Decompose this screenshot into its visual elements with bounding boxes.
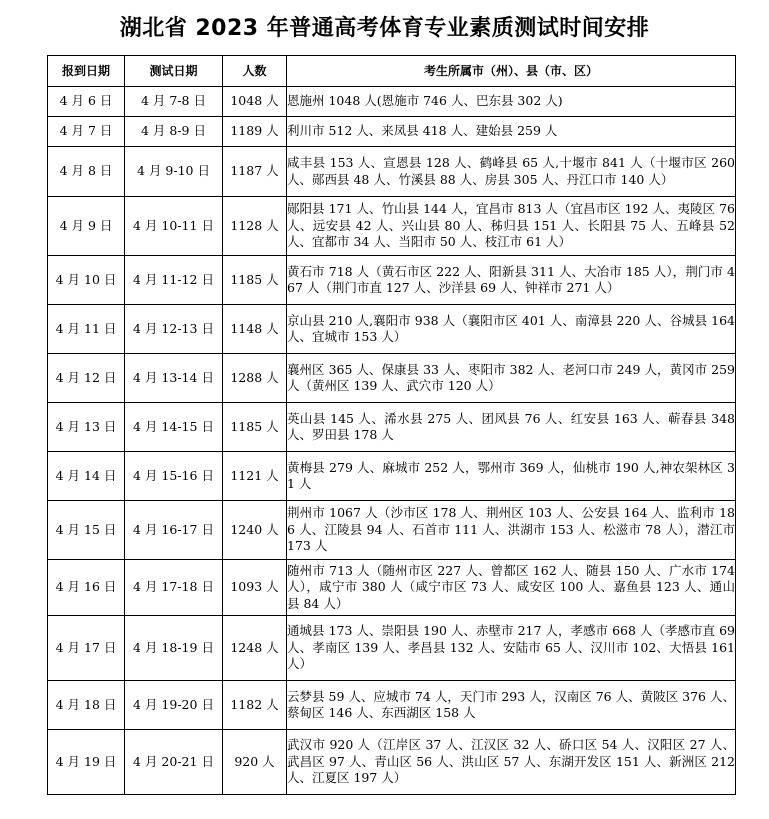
test-date-cell: 4 月 14-15 日 — [125, 403, 223, 452]
table-row — [48, 305, 736, 354]
test-date-cell: 4 月 12-13 日 — [125, 305, 223, 354]
header-report-date: 报到日期 — [48, 56, 125, 87]
count-cell: 1288 人 — [223, 354, 287, 403]
table-row — [48, 403, 736, 452]
header-test-date: 测试日期 — [125, 56, 223, 87]
region-cell: 随州市 713 人（随州市区 227 人、曾都区 162 人、随县 150 人、广水市 174 人），咸宁市 380 人（咸宁市区 73 人、咸安区 100 人、嘉鱼县 123 人、通山县 84 人） — [287, 560, 736, 616]
count-cell: 1185 人 — [223, 403, 287, 452]
report-date-cell: 4 月 9 日 — [48, 197, 125, 256]
report-date-cell: 4 月 11 日 — [48, 305, 125, 354]
report-date-cell: 4 月 17 日 — [48, 616, 125, 681]
test-date-cell: 4 月 19-20 日 — [125, 681, 223, 730]
report-date-cell: 4 月 10 日 — [48, 256, 125, 305]
region-cell: 武汉市 920 人（江岸区 37 人、江汉区 32 人、硚口区 54 人、汉阳区 27 人、武昌区 97 人、青山区 56 人、洪山区 57 人、东湖开发区 151 人、新洲区 212 人、江夏区 197 人） — [287, 730, 736, 795]
count-cell: 920 人 — [223, 730, 287, 795]
table-row — [48, 147, 736, 197]
report-date-cell: 4 月 18 日 — [48, 681, 125, 730]
table-row — [48, 452, 736, 501]
report-date-cell: 4 月 13 日 — [48, 403, 125, 452]
report-date-cell: 4 月 15 日 — [48, 501, 125, 560]
region-cell: 通城县 173 人、崇阳县 190 人、赤壁市 217 人，孝感市 668 人（孝感市直 69 人、孝南区 139 人、孝昌县 132 人、安陆市 65 人、汉川市 102、大悟县 161 人） — [287, 616, 736, 681]
table-row — [48, 616, 736, 681]
report-date-cell: 4 月 12 日 — [48, 354, 125, 403]
region-cell: 荆州市 1067 人（沙市区 178 人、荆州区 103 人、公安县 164 人、监利市 186 人、江陵县 94 人、石首市 111 人、洪湖市 153 人、松滋市 78 人），潜江市 173 人 — [287, 501, 736, 560]
header-region: 考生所属市（州）、县（市、区） — [287, 56, 736, 87]
report-date-cell: 4 月 7 日 — [48, 117, 125, 147]
report-date-cell: 4 月 8 日 — [48, 147, 125, 197]
region-cell: 英山县 145 人、浠水县 275 人、团风县 76 人、红安县 163 人、蕲春县 348 人、罗田县 178 人 — [287, 403, 736, 452]
table-row — [48, 354, 736, 403]
region-cell: 黄梅县 279 人、麻城市 252 人，鄂州市 369 人，仙桃市 190 人,神农架林区 31 人 — [287, 452, 736, 501]
header-count: 人数 — [223, 56, 287, 87]
report-date-cell: 4 月 19 日 — [48, 730, 125, 795]
region-cell: 咸丰县 153 人、宣恩县 128 人、鹤峰县 65 人,十堰市 841 人（十堰市区 260 人、郧西县 48 人、竹溪县 88 人、房县 305 人、丹江口市 140 人） — [287, 147, 736, 197]
test-date-cell: 4 月 8-9 日 — [125, 117, 223, 147]
count-cell: 1121 人 — [223, 452, 287, 501]
schedule-table — [47, 55, 736, 795]
region-cell: 云梦县 59 人、应城市 74 人，天门市 293 人，汉南区 76 人、黄陂区 376 人、蔡甸区 146 人、东西湖区 158 人 — [287, 681, 736, 730]
table-row — [48, 501, 736, 560]
table-row — [48, 117, 736, 147]
table-row — [48, 681, 736, 730]
test-date-cell: 4 月 20-21 日 — [125, 730, 223, 795]
test-date-cell: 4 月 13-14 日 — [125, 354, 223, 403]
test-date-cell: 4 月 7-8 日 — [125, 87, 223, 117]
table-row — [48, 197, 736, 256]
count-cell: 1048 人 — [223, 87, 287, 117]
test-date-cell: 4 月 10-11 日 — [125, 197, 223, 256]
test-date-cell: 4 月 9-10 日 — [125, 147, 223, 197]
table-row — [48, 256, 736, 305]
page-title: 湖北省 2023 年普通高考体育专业素质测试时间安排 — [119, 16, 650, 41]
region-cell: 利川市 512 人、来凤县 418 人、建始县 259 人 — [287, 117, 736, 147]
report-date-cell: 4 月 6 日 — [48, 87, 125, 117]
region-cell: 恩施州 1048 人(恩施市 746 人、巴东县 302 人) — [287, 87, 736, 117]
test-date-cell: 4 月 17-18 日 — [125, 560, 223, 616]
region-cell: 黄石市 718 人（黄石市区 222 人、阳新县 311 人、大冶市 185 人），荆门市 467 人（荆门市直 127 人、沙洋县 69 人、钟祥市 271 人） — [287, 256, 736, 305]
test-date-cell: 4 月 18-19 日 — [125, 616, 223, 681]
region-cell: 襄州区 365 人、保康县 33 人、枣阳市 382 人、老河口市 249 人，黄冈市 259 人（黄州区 139 人、武穴市 120 人） — [287, 354, 736, 403]
table-row — [48, 87, 736, 117]
report-date-cell: 4 月 16 日 — [48, 560, 125, 616]
table-row — [48, 730, 736, 795]
count-cell: 1240 人 — [223, 501, 287, 560]
region-cell: 郧阳县 171 人、竹山县 144 人，宜昌市 813 人（宜昌市区 192 人、夷陵区 76 人、远安县 42 人、兴山县 80 人、秭归县 151 人、长阳县 75 人、五峰县 52 人、宜都市 34 人、当阳市 50 人、枝江市 61 人） — [287, 197, 736, 256]
count-cell: 1148 人 — [223, 305, 287, 354]
region-cell: 京山县 210 人,襄阳市 938 人（襄阳市区 401 人、南漳县 220 人、谷城县 164 人、宜城市 153 人） — [287, 305, 736, 354]
report-date-cell: 4 月 14 日 — [48, 452, 125, 501]
count-cell: 1187 人 — [223, 147, 287, 197]
count-cell: 1093 人 — [223, 560, 287, 616]
count-cell: 1189 人 — [223, 117, 287, 147]
count-cell: 1128 人 — [223, 197, 287, 256]
table-header-row — [48, 56, 736, 87]
test-date-cell: 4 月 16-17 日 — [125, 501, 223, 560]
count-cell: 1248 人 — [223, 616, 287, 681]
count-cell: 1182 人 — [223, 681, 287, 730]
table-row — [48, 560, 736, 616]
test-date-cell: 4 月 15-16 日 — [125, 452, 223, 501]
test-date-cell: 4 月 11-12 日 — [125, 256, 223, 305]
count-cell: 1185 人 — [223, 256, 287, 305]
